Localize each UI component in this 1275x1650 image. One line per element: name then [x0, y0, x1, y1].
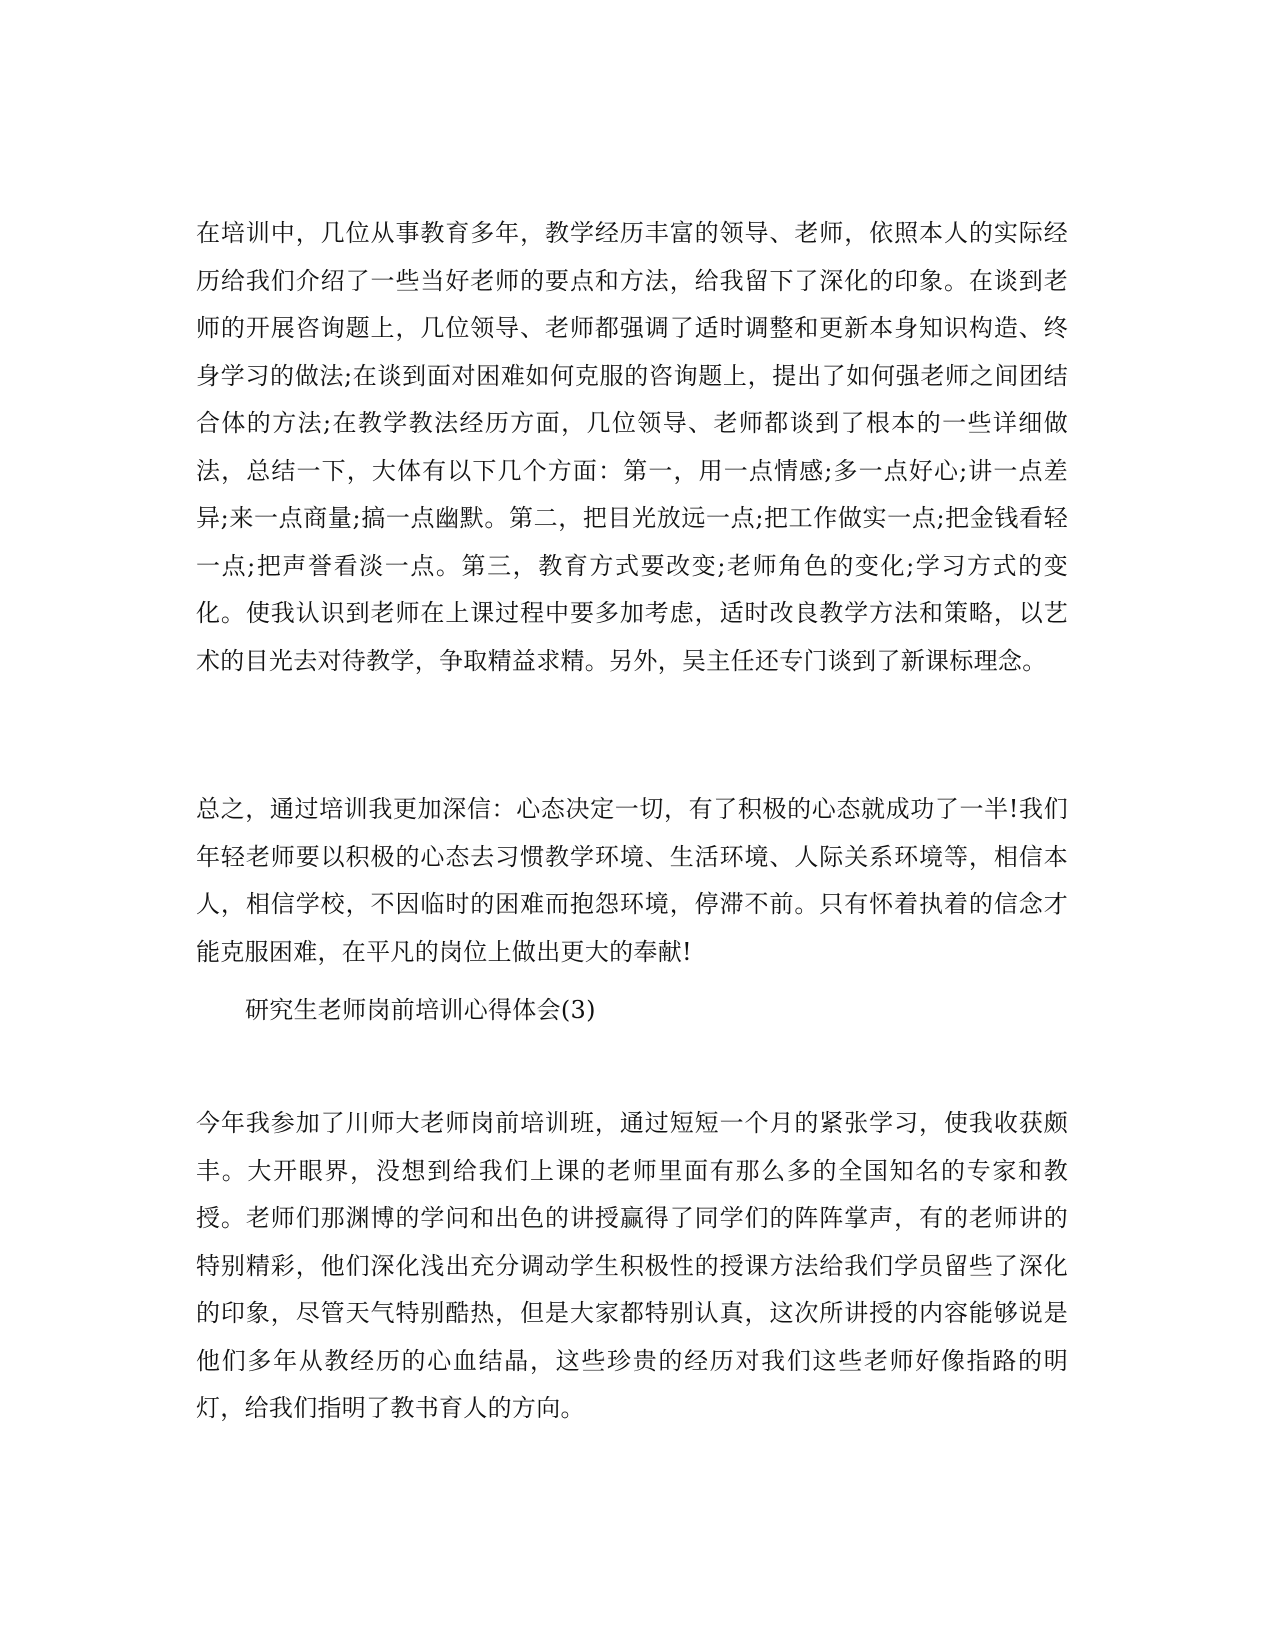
section-heading: 研究生老师岗前培训心得体会(3) — [245, 996, 596, 1024]
body-paragraph-1: 在培训中，几位从事教育多年，教学经历丰富的领导、老师，依照本人的实际经历给我们介绍了一些当好老师的要点和方法，给我留下了深化的印象。在谈到老师的开展咨询题上，几位领导、老师都强调了适时调整和更新本身知识构造、终身学习的做法;在谈到面对困难如何克服的咨询题上，提出了如何强老师之间团结合体的方法;在教学教法经历方面，几位领导、老师都谈到了根本的一些详细做法，总结一下，大体有以下几个方面：第一，用一点情感;多一点好心;讲一点差异;来一点商量;搞一点幽默。第二，把目光放远一点;把工作做实一点;把金钱看轻一点;把声誉看淡一点。第三，教育方式要改变;老师角色的变化;学习方式的变化。使我认识到老师在上课过程中要多加考虑，适时改良教学方法和策略，以艺术的目光去对待教学，争取精益求精。另外，吴主任还专门谈到了新课标理念。 — [196, 219, 1068, 675]
body-paragraph-3: 今年我参加了川师大老师岗前培训班，通过短短一个月的紧张学习，使我收获颇丰。大开眼界，没想到给我们上课的老师里面有那么多的全国知名的专家和教授。老师们那渊博的学问和出色的讲授赢得了同学们的阵阵掌声，有的老师讲的特别精彩，他们深化浅出充分调动学生积极性的授课方法给我们学员留些了深化的印象，尽管天气特别酷热，但是大家都特别认真，这次所讲授的内容能够说是他们多年从教经历的心血结晶，这些珍贵的经历对我们这些老师好像指路的明灯，给我们指明了教书育人的方向。 — [196, 1109, 1068, 1422]
body-paragraph-2: 总之，通过培训我更加深信：心态决定一切，有了积极的心态就成功了一半!我们年轻老师要以积极的心态去习惯教学环境、生活环境、人际关系环境等，相信本人，相信学校，不因临时的困难而抱怨环境，停滞不前。只有怀着执着的信念才能克服困难，在平凡的岗位上做出更大的奉献! — [196, 795, 1068, 966]
